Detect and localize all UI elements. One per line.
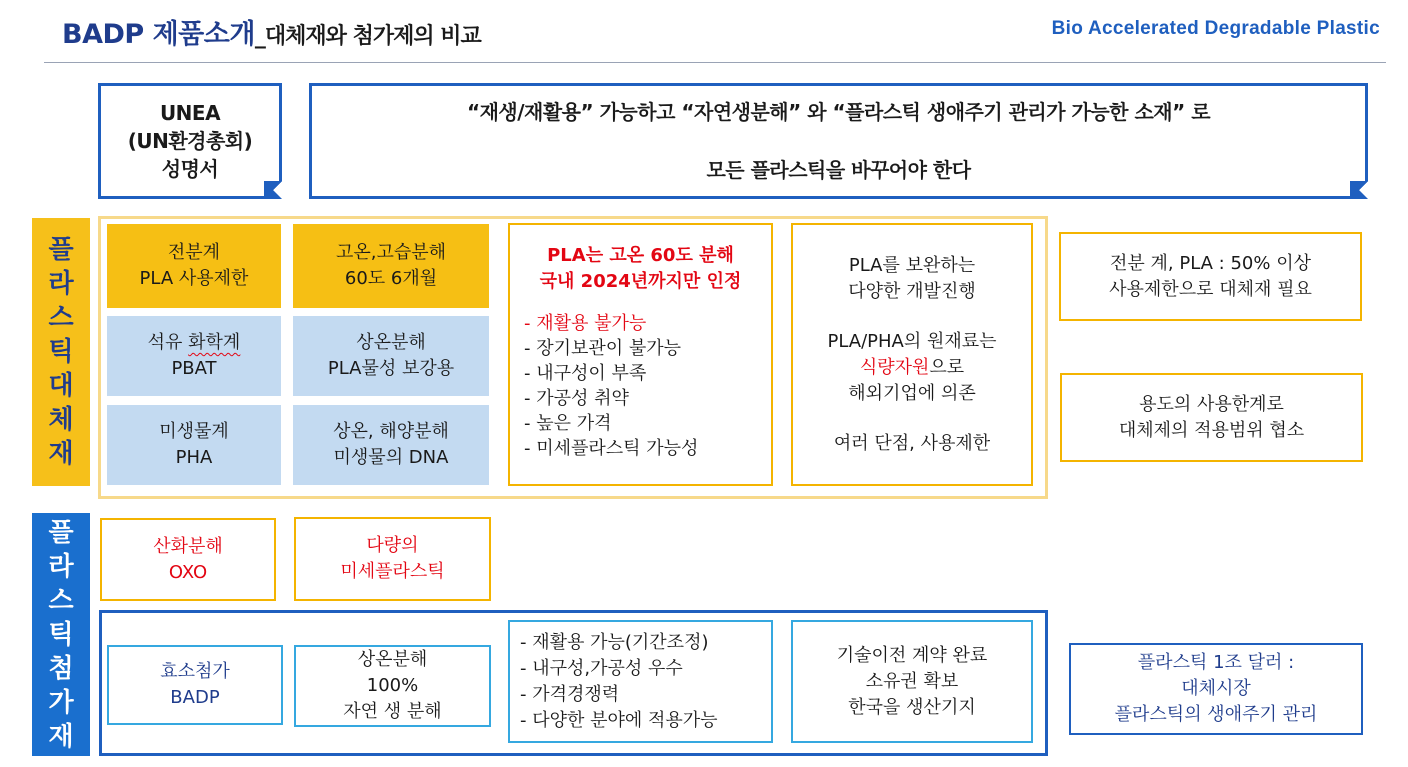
label-char: 플 — [48, 235, 74, 265]
unea-line: (UN환경총회) — [127, 129, 253, 153]
statement-line-1: “재생/재활용” 가능하고 “자연생분해” 와 “플라스틱 생애주기 관리가 가능한 소재” 로 — [466, 100, 1211, 124]
cell-line: 상온분해 — [356, 332, 426, 353]
microplastic-box — [294, 517, 491, 601]
petro-cell — [107, 316, 281, 396]
pla-issue-list — [510, 311, 771, 461]
text-line: 용도의 사용한계로 — [1139, 393, 1284, 415]
statement-note — [309, 83, 1368, 199]
cell-line: 미생물의 DNA — [333, 447, 449, 468]
label-char: 틱 — [48, 619, 74, 650]
label-char: 플 — [48, 517, 74, 548]
market-note — [1069, 643, 1363, 735]
label-char: 체 — [48, 405, 74, 435]
text-line: 플라스틱의 생애주기 관리 — [1114, 704, 1318, 725]
statement-line-2: 모든 플라스틱을 바꾸어야 한다 — [706, 158, 971, 182]
list-item: - 가공성 취약 — [524, 388, 629, 409]
label-char: 라 — [48, 269, 74, 299]
text-line: PLA/PHA의 원재료는 — [827, 330, 997, 352]
cell-line: 60도 6개월 — [344, 268, 438, 289]
ambient-cell — [293, 316, 489, 396]
unea-line: 성명서 — [161, 157, 219, 181]
text-line: 자연 생 분해 — [343, 701, 442, 722]
page-title: BADP 제품소개_대체재와 첨가제의 비교 — [62, 19, 481, 50]
list-item: - 미세플라스틱 가능성 — [524, 438, 699, 459]
text-line: 소유권 확보 — [865, 670, 959, 692]
page-subtitle: _대체재와 첨가제의 비교 — [254, 24, 481, 49]
unea-note — [98, 83, 282, 199]
text-line: 대체시장 — [1181, 678, 1251, 699]
cell-line: 상온, 해양분해 — [333, 421, 449, 442]
text-line: 대체제의 적용범위 협소 — [1118, 419, 1305, 441]
list-item: - 가격경쟁력 — [520, 683, 620, 705]
text-line: PLA를 보완하는 — [848, 254, 976, 276]
text-line: 미세플라스틱 — [340, 561, 445, 582]
text-line: 다량의 — [366, 535, 419, 556]
cell-line: PBAT — [171, 358, 217, 379]
oxo-box — [100, 518, 276, 601]
label-char: 라 — [48, 551, 74, 582]
tech-transfer-box — [791, 620, 1033, 743]
label-char: 가 — [48, 687, 74, 718]
pla-dev-box — [791, 223, 1033, 486]
list-item: - 높은 가격 — [524, 413, 612, 434]
high-temp-cell — [293, 224, 489, 308]
text-line: 다양한 개발진행 — [848, 280, 976, 302]
text-line: 플라스틱 1조 달러 : — [1137, 652, 1295, 673]
header-divider — [44, 62, 1386, 63]
additives-label — [32, 513, 90, 756]
pla-issue-box — [508, 223, 773, 486]
text-line: 사용제한으로 대체재 필요 — [1109, 278, 1312, 300]
heading-line: 국내 2024년까지만 인정 — [539, 271, 742, 292]
text-line: 산화분해 — [153, 535, 223, 557]
text-line: 상온분해 — [357, 649, 428, 670]
merits-box — [508, 620, 773, 743]
list-item: - 장기보관이 불가능 — [524, 338, 682, 359]
list-item: - 재활용 불가능 — [524, 313, 647, 334]
cell-line: 미생물계 — [159, 421, 229, 442]
text-line: 한국을 생산기지 — [848, 696, 976, 718]
text-line: 전분 계, PLA : 50% 이상 — [1110, 252, 1311, 274]
text-line: OXO — [168, 561, 208, 583]
label-char: 스 — [48, 585, 74, 616]
list-item: - 내구성이 부족 — [524, 363, 647, 384]
marine-cell — [293, 405, 489, 485]
text-line: 식량자원으로 — [859, 356, 965, 378]
list-item: - 재활용 가능(기간조정) — [520, 631, 709, 653]
cell-line: 고온,고습분해 — [335, 242, 447, 263]
starch-cell — [107, 224, 281, 308]
ambient-degrade-box — [294, 645, 491, 727]
label-char: 스 — [48, 303, 74, 333]
pla-issue-heading — [510, 243, 771, 295]
text-line: 효소첨가 — [160, 661, 230, 682]
starch-limit-note — [1059, 232, 1362, 321]
label-char: 첨 — [48, 653, 74, 684]
label-char: 틱 — [48, 337, 74, 367]
list-item: - 내구성,가공성 우수 — [520, 657, 683, 679]
brand-tagline: Bio Accelerated Degradable Plastic — [1051, 18, 1380, 39]
label-char: 재 — [48, 439, 74, 469]
text-line: 100% — [366, 675, 419, 696]
cell-line: 석유 화학계 — [147, 332, 241, 353]
cell-line: PHA — [175, 447, 213, 468]
text-line: 해외기업에 의존 — [848, 382, 976, 404]
cell-line: PLA 사용제한 — [139, 268, 249, 289]
substitutes-label — [32, 218, 90, 486]
microbial-cell — [107, 405, 281, 485]
label-char: 재 — [48, 721, 74, 752]
enzyme-box — [107, 645, 283, 725]
label-char: 대 — [48, 371, 74, 401]
cell-line: 전분계 — [167, 242, 221, 263]
unea-line: UNEA — [159, 101, 221, 125]
usage-limit-note — [1060, 373, 1363, 462]
list-item: - 다양한 분야에 적용가능 — [520, 709, 718, 731]
cell-line: PLA물성 보강용 — [327, 358, 455, 379]
text-line: 여러 단점, 사용제한 — [833, 432, 991, 454]
text-line: BADP — [170, 687, 220, 708]
heading-line: PLA는 고온 60도 분해 — [547, 245, 734, 266]
text-line: 기술이전 계약 완료 — [836, 644, 988, 666]
